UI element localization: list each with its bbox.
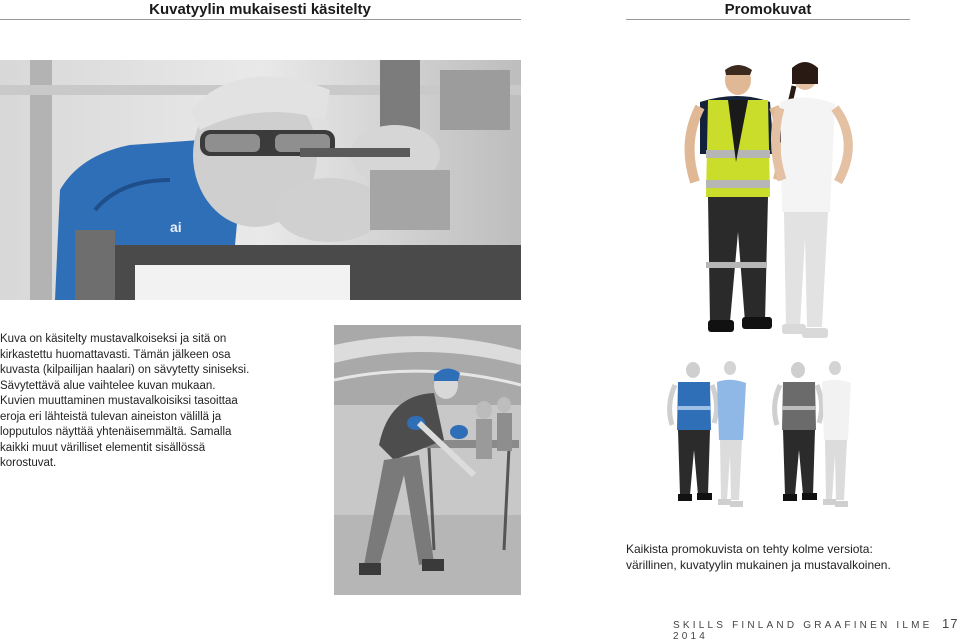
- competitor-photo: [0, 60, 521, 300]
- caption-line: värillinen, kuvatyylin mukainen ja mustavalkoinen.: [626, 558, 891, 572]
- body-line: kirkastettu huomattavasti. Tämän jälkeen osa: [0, 348, 231, 361]
- left-heading: Kuvatyylin mukaisesti käsitelty: [149, 1, 371, 18]
- body-paragraph: [0, 332, 330, 472]
- svg-text:ai: ai: [170, 219, 182, 235]
- right-heading: Promokuvat: [724, 1, 812, 18]
- footer-title: SKILLS FINLAND GRAAFINEN ILME 2014: [673, 620, 933, 642]
- body-line: kaikki muut värilliset elementit sisällössä: [0, 441, 206, 454]
- body-line: lopputulos näyttää yhtenäisemmältä. Samalla: [0, 426, 232, 438]
- body-line: Sävytettävä alue vaihtelee kuvan mukaan.: [0, 379, 216, 392]
- body-line: korostuvat.: [0, 457, 57, 469]
- promo-photo-color: [670, 62, 870, 347]
- body-line: Kuva on käsitelty mustavalkoiseksi ja sitä on: [0, 333, 227, 345]
- promo-photo-bw: [765, 360, 865, 510]
- left-heading-rule: [0, 19, 521, 20]
- promo-caption: [626, 541, 926, 573]
- sawing-competitor-photo: [334, 325, 521, 595]
- right-heading-rule: [626, 19, 910, 20]
- promo-photo-styled: [660, 360, 760, 510]
- body-line: eroja eri lähteistä tulevan aineiston välillä ja: [0, 410, 222, 423]
- body-line: kuvasta (kilpailijan haalari) on sävytetty siniseksi.: [0, 364, 250, 376]
- page-number: 17: [942, 616, 959, 631]
- body-line: Kuvien muuttaminen mustavalkoisiksi tasoittaa: [0, 395, 238, 407]
- caption-line: Kaikista promokuvista on tehty kolme versiota:: [626, 542, 873, 556]
